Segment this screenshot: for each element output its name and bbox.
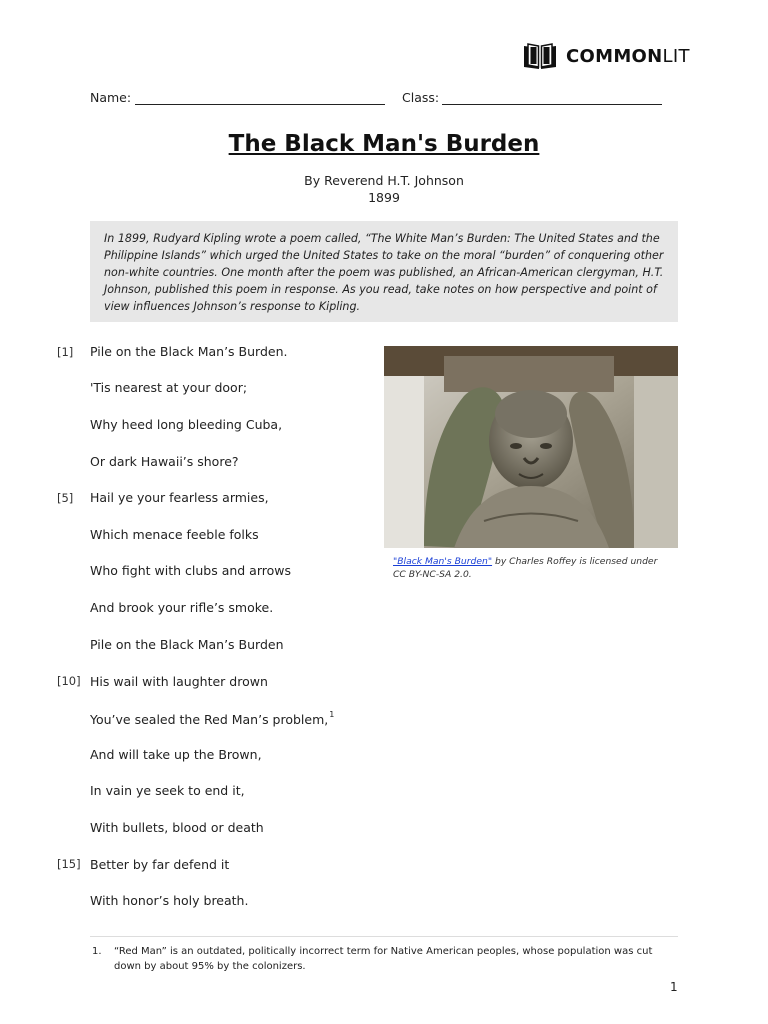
intro-box: In 1899, Rudyard Kipling wrote a poem called, “The White Man’s Burden: The United States and the Philippine Islands” which urged the United States to take on the moral “burden” of conquering other non-white countries. One month after the poem was published, an African-American clergyman, H.T. Johnson, published this poem in response. As you read, take notes on how perspective and point of view influences Johnson’s response to Kipling. bbox=[90, 221, 678, 322]
brand-name bbox=[566, 46, 690, 67]
brand-name-lit: LIT bbox=[662, 45, 690, 67]
name-field-line[interactable] bbox=[135, 104, 385, 105]
class-field-line[interactable] bbox=[442, 104, 662, 105]
line-number: [1] bbox=[57, 345, 74, 359]
poem-line: And will take up the Brown, bbox=[90, 747, 262, 762]
poem-line: Which menace feeble folks bbox=[90, 527, 259, 542]
poem-line: Hail ye your fearless armies, bbox=[90, 490, 269, 505]
brand-name-common: COMMON bbox=[566, 45, 663, 67]
commonlit-logo bbox=[522, 42, 690, 70]
publication-year: 1899 bbox=[368, 190, 400, 205]
author-byline: By Reverend H.T. Johnson bbox=[304, 173, 464, 188]
footnote-ref[interactable]: 1 bbox=[329, 710, 335, 719]
image-source-link[interactable]: "Black Man's Burden" bbox=[393, 556, 493, 567]
image-caption bbox=[393, 555, 665, 581]
poem-line-with-footnote bbox=[90, 710, 334, 727]
poem-line: 'Tis nearest at your door; bbox=[90, 380, 248, 395]
poem-line: Who fight with clubs and arrows bbox=[90, 563, 292, 578]
page-number: 1 bbox=[670, 980, 678, 994]
poem-line: You’ve sealed the Red Man’s problem, bbox=[90, 712, 329, 727]
line-number: [15] bbox=[57, 857, 81, 871]
book-icon bbox=[522, 42, 558, 70]
line-number: [5] bbox=[57, 491, 74, 505]
poem-line: Better by far defend it bbox=[90, 857, 230, 872]
poem-line: Pile on the Black Man’s Burden bbox=[90, 637, 284, 652]
footnote-text: “Red Man” is an outdated, politically incorrect term for Native American peoples, whose population was cut down by about 95% by the colonizers. bbox=[114, 946, 653, 972]
name-label: Name: bbox=[90, 90, 132, 105]
line-number: [10] bbox=[57, 674, 81, 688]
poem-line: Or dark Hawaii’s shore? bbox=[90, 454, 239, 469]
footnote bbox=[90, 944, 678, 974]
class-label: Class: bbox=[402, 90, 440, 105]
poem-line: With honor’s holy breath. bbox=[90, 893, 249, 908]
page-title: The Black Man's Burden bbox=[228, 131, 540, 157]
poem-line: And brook your rifle’s smoke. bbox=[90, 600, 274, 615]
poem-line: Pile on the Black Man’s Burden. bbox=[90, 344, 288, 359]
poem-line: With bullets, blood or death bbox=[90, 820, 264, 835]
poem-line: In vain ye seek to end it, bbox=[90, 783, 245, 798]
footnote-number: 1. bbox=[92, 946, 102, 957]
statue-photo bbox=[384, 346, 678, 548]
image-license-text: by Charles Roffey is licensed under CC BY-NC-SA 2.0. bbox=[393, 556, 658, 580]
poem-line: Why heed long bleeding Cuba, bbox=[90, 417, 283, 432]
poem-line: His wail with laughter drown bbox=[90, 674, 268, 689]
footnote-divider bbox=[90, 936, 678, 937]
